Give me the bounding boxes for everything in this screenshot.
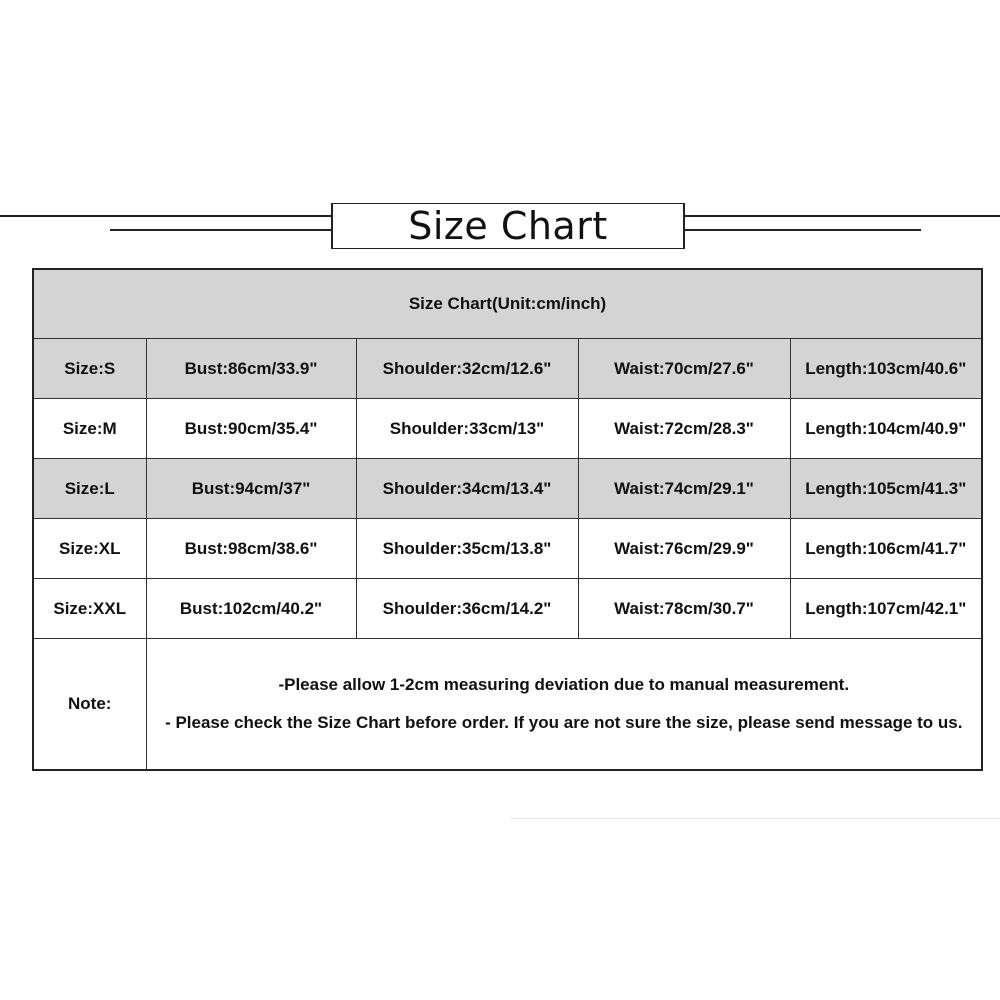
note-line-deviation: -Please allow 1-2cm measuring deviation due to manual measurement. [278,675,850,694]
bust-cell: Bust:86cm/33.9" [146,339,356,399]
shoulder-cell: Shoulder:34cm/13.4" [356,459,578,519]
size-chart-table [32,268,983,771]
table-row [33,339,982,399]
length-cell: Length:103cm/40.6" [790,339,982,399]
table-header-row [33,269,982,339]
size-cell: Size:XL [33,519,146,579]
page-title: Size Chart [408,204,608,248]
divider [510,818,1000,819]
table-row [33,459,982,519]
bust-cell: Bust:90cm/35.4" [146,399,356,459]
size-cell: Size:M [33,399,146,459]
table-row [33,519,982,579]
shoulder-cell: Shoulder:33cm/13" [356,399,578,459]
length-cell: Length:106cm/41.7" [790,519,982,579]
note-label: Note: [33,639,146,771]
size-cell: Size:S [33,339,146,399]
title-frame [331,203,685,249]
bust-cell: Bust:102cm/40.2" [146,579,356,639]
table-row [33,579,982,639]
waist-cell: Waist:76cm/29.9" [578,519,790,579]
bust-cell: Bust:98cm/38.6" [146,519,356,579]
waist-cell: Waist:78cm/30.7" [578,579,790,639]
bust-cell: Bust:94cm/37" [146,459,356,519]
note-row [33,639,982,771]
size-cell: Size:L [33,459,146,519]
table-header: Size Chart(Unit:cm/inch) [33,269,982,339]
title-line-right-short [685,229,921,231]
waist-cell: Waist:72cm/28.3" [578,399,790,459]
shoulder-cell: Shoulder:32cm/12.6" [356,339,578,399]
length-cell: Length:105cm/41.3" [790,459,982,519]
note-content [146,639,982,771]
table-row [33,399,982,459]
title-line-left-long [0,215,331,217]
waist-cell: Waist:74cm/29.1" [578,459,790,519]
shoulder-cell: Shoulder:36cm/14.2" [356,579,578,639]
size-cell: Size:XXL [33,579,146,639]
title-line-left-short [110,229,331,231]
note-line-check-size: - Please check the Size Chart before order. If you are not sure the size, please send message to us. [165,713,963,732]
waist-cell: Waist:70cm/27.6" [578,339,790,399]
length-cell: Length:104cm/40.9" [790,399,982,459]
title-line-right-long [685,215,1000,217]
shoulder-cell: Shoulder:35cm/13.8" [356,519,578,579]
length-cell: Length:107cm/42.1" [790,579,982,639]
